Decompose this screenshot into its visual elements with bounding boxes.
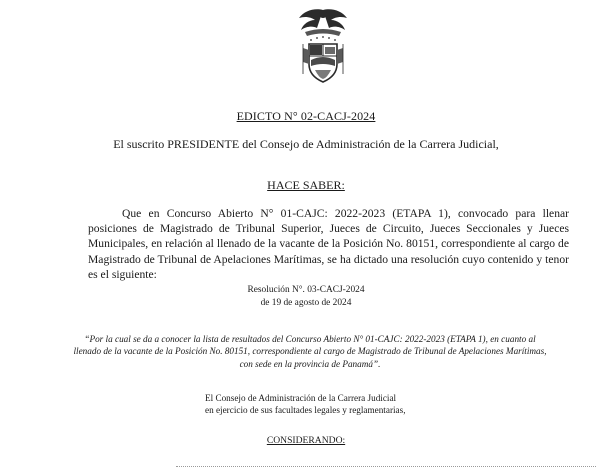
main-paragraph (88, 206, 569, 282)
resolution-number: Resolución N°. 03-CACJ-2024 (247, 285, 365, 295)
dotted-divider (176, 466, 596, 467)
consejo-line-2: en ejercicio de sus facultades legales y reglamentarias, (205, 405, 406, 415)
resolution-quote: “Por la cual se da a conocer la lista de resultados del Concurso Abierto N° 01-CAJC: 2022-2023 (ETAPA 1), en cuanto al llenado de la vacante de la Posición No. 80151, correspondiente al cargo de Magistrado de Tribunal de Apelaciones Marítimas, con sede en la provincia de Panamá”. (73, 334, 547, 369)
coat-of-arms-seal (291, 4, 355, 88)
hace-saber-heading: HACE SABER: (267, 178, 345, 192)
resolution-date: de 19 de agosto de 2024 (260, 298, 352, 308)
edict-title: EDICTO N° 02-CACJ-2024 (236, 109, 376, 123)
intro-line: El suscrito PRESIDENTE del Consejo de Administración de la Carrera Judicial, (113, 137, 499, 151)
consejo-line-1: El Consejo de Administración de la Carrera Judicial (205, 393, 397, 403)
main-paragraph-text: Que en Concurso Abierto N° 01-CAJC: 2022-2023 (ETAPA 1), convocado para llenar posiciones de Magistrado de Tribunal Superior, Jueces de Circuito, Jueces Seccionales y Jueces Municipales, en relación al llenado de la vacante de la Posición No. 80151, correspondiente al cargo de Magistrado de Tribunal de Apelaciones Marítimas, se ha dictado una resolución cuyo contenido y tenor es el siguiente: (88, 207, 569, 281)
considerando-heading: CONSIDERANDO: (266, 435, 346, 446)
